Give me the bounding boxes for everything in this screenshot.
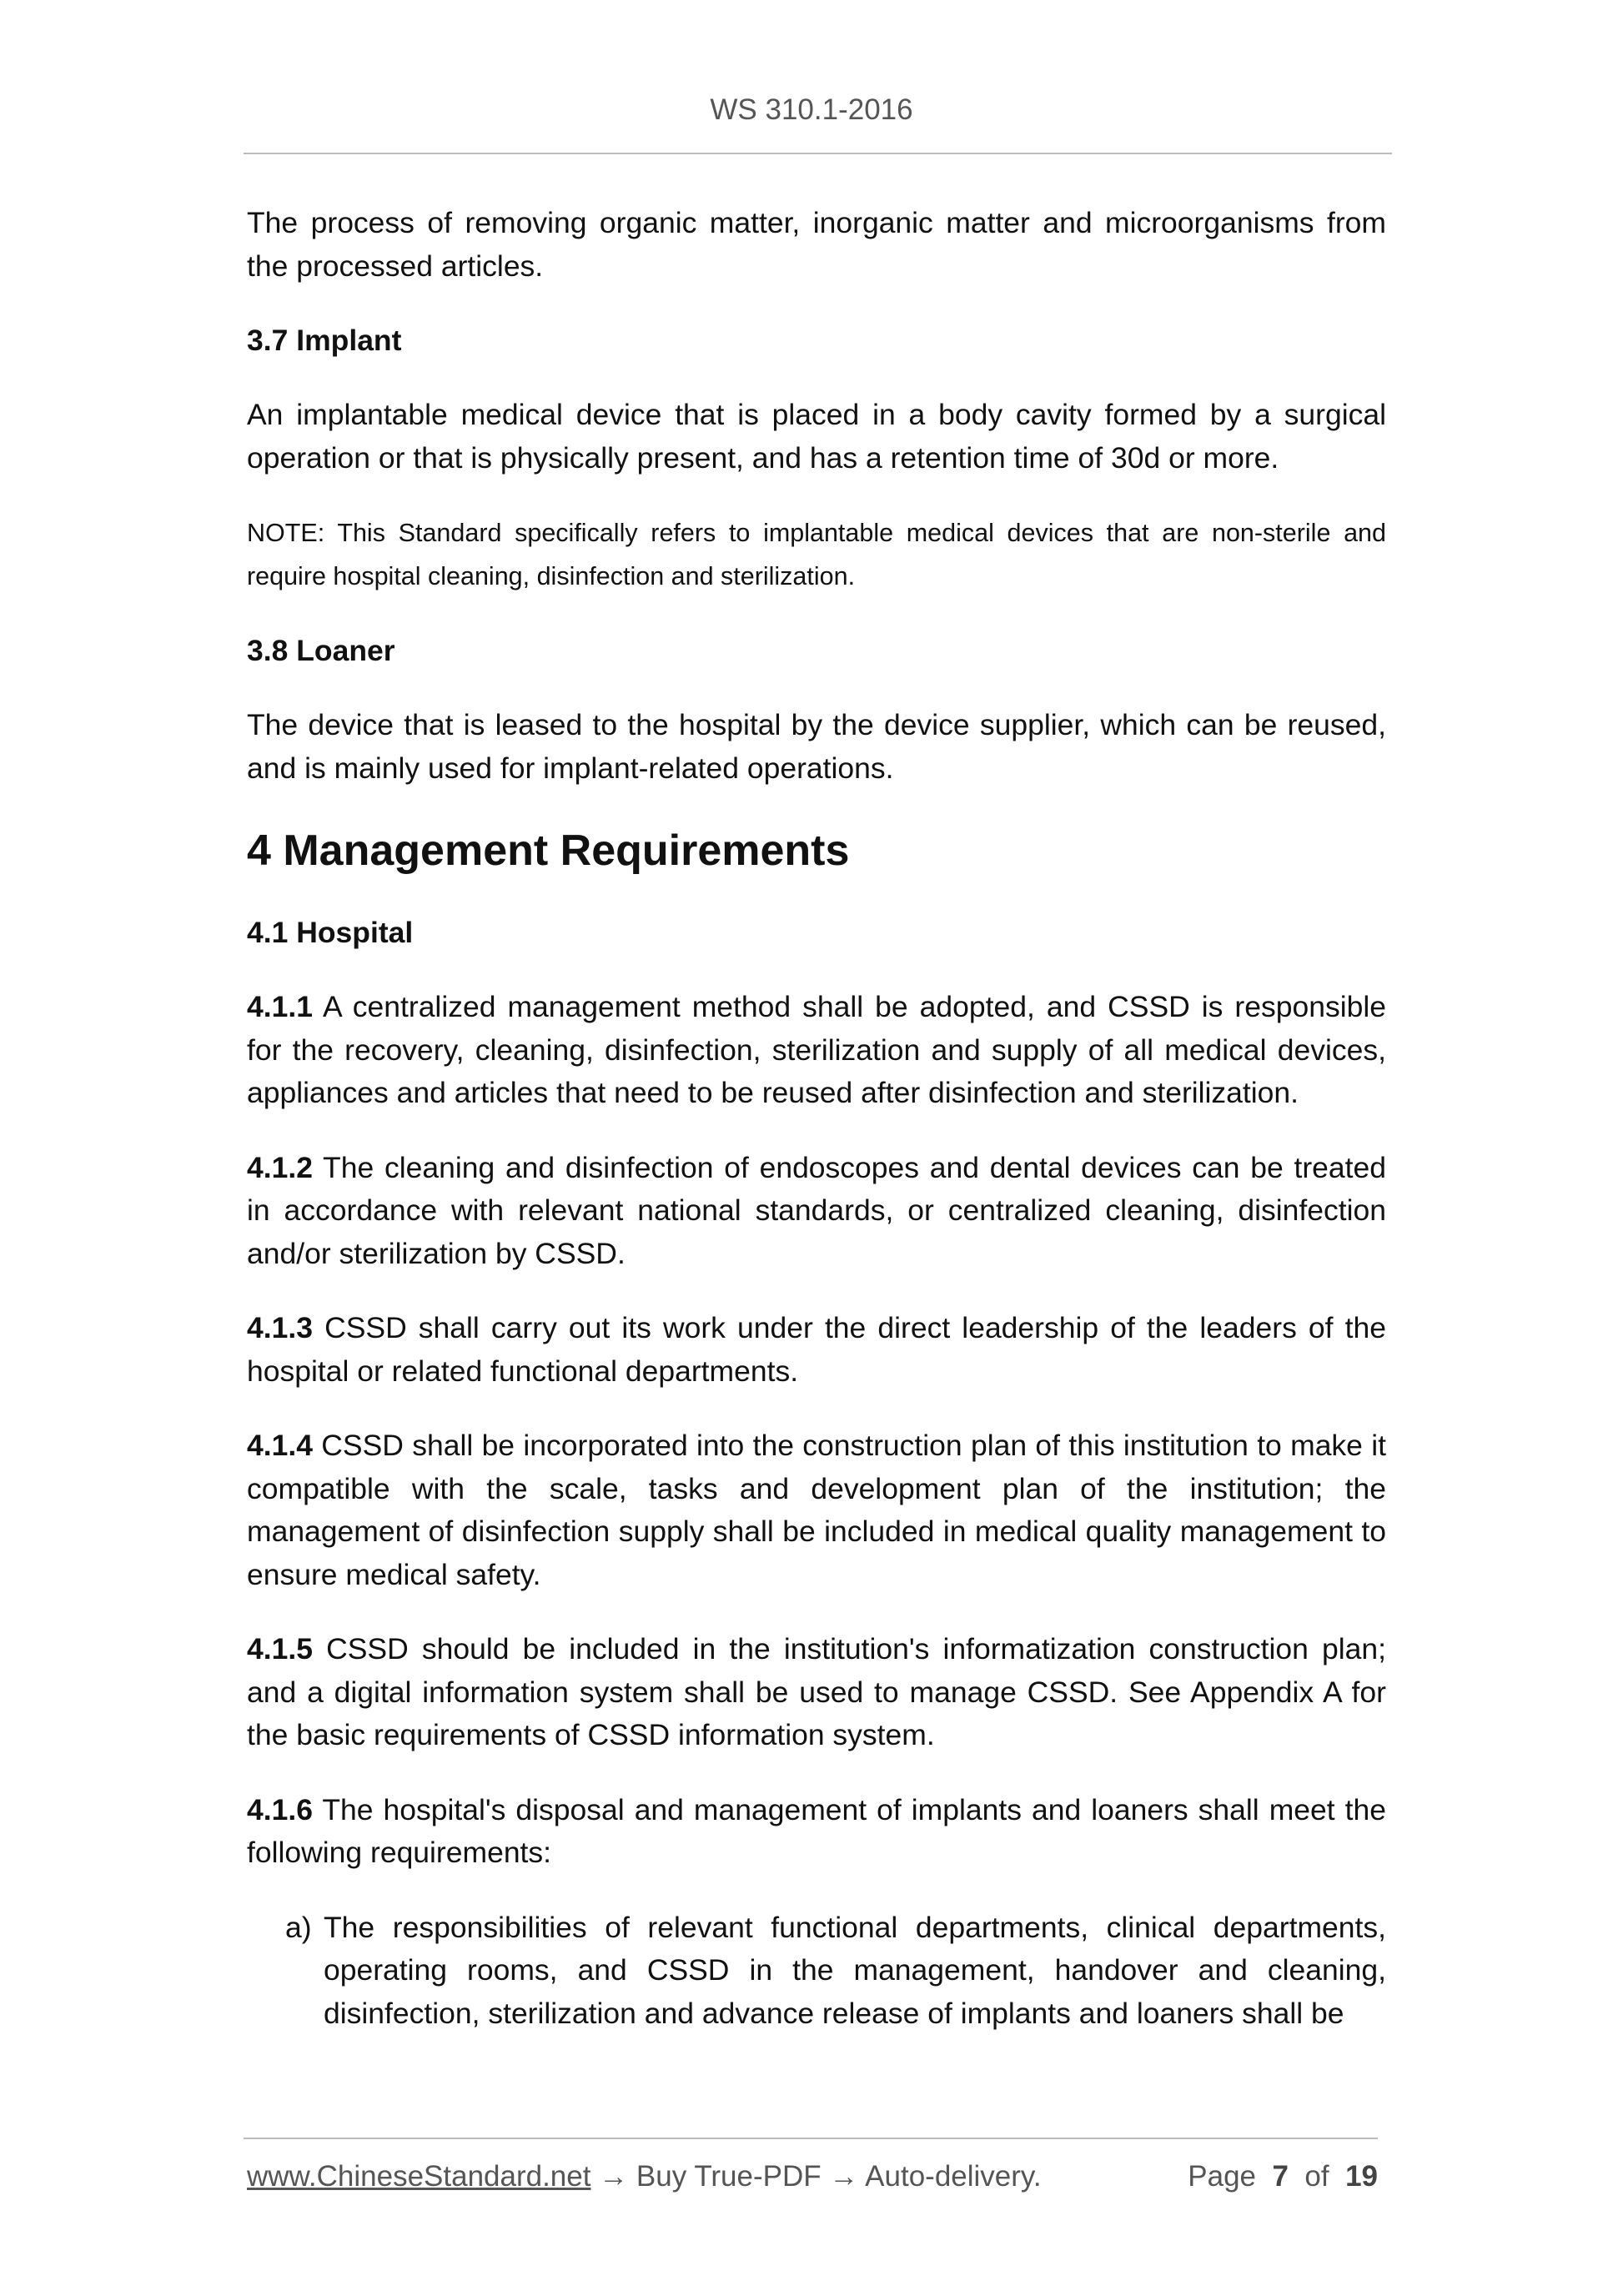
page-label: Page xyxy=(1188,2160,1257,2193)
page-footer xyxy=(247,2160,1378,2193)
section-4-heading: 4 Management Requirements xyxy=(247,826,850,875)
clause-number: 4.1.6 xyxy=(247,1792,313,1826)
section-4-1-heading: 4.1 Hospital xyxy=(247,916,414,949)
section-3-8-body: The device that is leased to the hospital by the device supplier, which can be reused, and is mainly used for implant-related operations. xyxy=(247,708,1386,785)
clause-4-1-2 xyxy=(247,1147,1386,1276)
page-header-doc-id: WS 310.1-2016 xyxy=(710,93,913,126)
clause-text: CSSD shall be incorporated into the construction plan of this institution to make it compatible with the scale, tasks and development plan of the institution; the management of disinfection supply shall be included in medical quality management to ensure medical safety. xyxy=(247,1429,1386,1591)
clause-text: A centralized management method shall be adopted, and CSSD is responsible for the recovery, cleaning, disinfection, sterilization and supply of all medical devices, appliances and articles that need to be reused after disinfection and sterilization. xyxy=(247,990,1386,1109)
page-total: 19 xyxy=(1345,2160,1378,2193)
list-item-a xyxy=(285,1907,1386,2036)
section-3-8-heading: 3.8 Loaner xyxy=(247,634,395,667)
clause-number: 4.1.5 xyxy=(247,1632,313,1665)
footer-website-link[interactable]: www.ChineseStandard.net xyxy=(247,2160,591,2193)
intro-paragraph: The process of removing organic matter, inorganic matter and microorganisms from the processed articles. xyxy=(247,206,1386,283)
page-of: of xyxy=(1304,2160,1329,2193)
footer-divider xyxy=(244,2138,1378,2139)
section-3-7-body: An implantable medical device that is placed in a body cavity formed by a surgical operation or that is physically present, and has a retention time of 30d or more. xyxy=(247,398,1386,475)
page-current: 7 xyxy=(1272,2160,1289,2193)
section-3-7-note: NOTE: This Standard specifically refers to implantable medical devices that are non-sterile and require hospital cleaning, disinfection and sterilization. xyxy=(247,519,1386,590)
clause-4-1-4 xyxy=(247,1424,1386,1596)
document-body xyxy=(247,202,1386,2035)
clause-4-1-1 xyxy=(247,986,1386,1115)
clause-text: CSSD shall carry out its work under the direct leadership of the leaders of the hospital or related functional departments. xyxy=(247,1311,1386,1388)
footer-promo xyxy=(247,2160,1042,2193)
clause-text: The hospital's disposal and management of implants and loaners shall meet the following requirements: xyxy=(247,1792,1386,1869)
page-number xyxy=(1188,2160,1378,2193)
header-divider xyxy=(244,153,1392,154)
list-item-text: The responsibilities of relevant functional departments, clinical departments, operating rooms, and CSSD in the management, handover and cleaning, disinfection, sterilization and advance release of implants and loaners shall be xyxy=(324,1910,1386,2030)
section-3-7-heading: 3.7 Implant xyxy=(247,324,402,357)
clause-number: 4.1.3 xyxy=(247,1311,313,1344)
clause-text: The cleaning and disinfection of endoscopes and dental devices can be treated in accordance with relevant national standards, or centralized cleaning, disinfection and/or sterilization by CSSD. xyxy=(247,1150,1386,1270)
clause-text: CSSD should be included in the institution's informatization construction plan; and a digital information system shall be used to manage CSSD. See Appendix A for the basic requirements of CSSD information system. xyxy=(247,1632,1386,1751)
clause-4-1-5 xyxy=(247,1628,1386,1757)
clause-number: 4.1.2 xyxy=(247,1150,313,1184)
footer-tagline: → Buy True-PDF → Auto-delivery. xyxy=(590,2160,1042,2193)
list-marker: a) xyxy=(285,1910,312,1944)
clause-4-1-3 xyxy=(247,1307,1386,1393)
clause-4-1-6 xyxy=(247,1789,1386,1875)
clause-number: 4.1.4 xyxy=(247,1429,313,1462)
clause-number: 4.1.1 xyxy=(247,990,313,1023)
